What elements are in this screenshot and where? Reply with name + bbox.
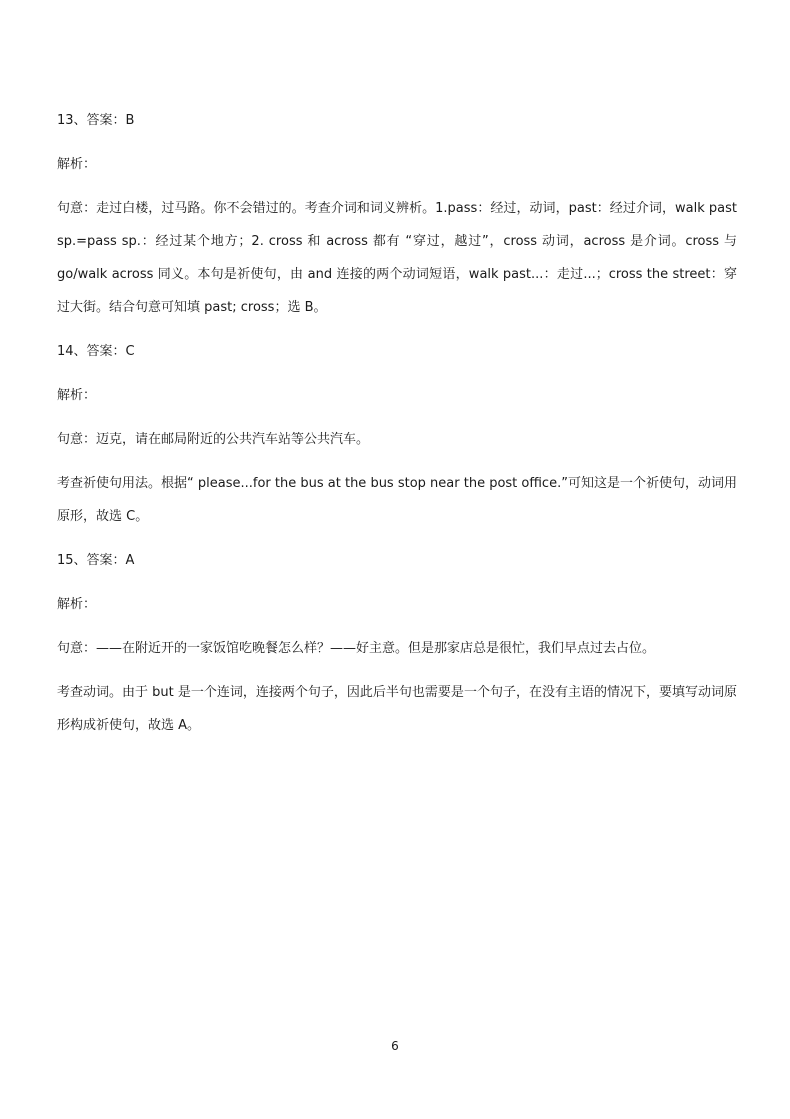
- page-number: 6: [391, 1039, 399, 1053]
- answer-line: 13、答案：B: [57, 113, 135, 128]
- question-block-15: [57, 544, 737, 742]
- analysis-paragraph: 句意：——在附近开的一家饭馆吃晚餐怎么样？——好主意。但是那家店总是很忙，我们早点过去占位。: [57, 641, 656, 656]
- analysis-paragraph: 句意：走过白楼，过马路。你不会错过的。考查介词和词义辨析。1.pass：经过，动词，past：经过介词，walk past sp.=pass sp.：经过某个地方；2. cross 和 across 都有 “穿过，越过”，cross 动词，across 是介词。cross 与 go/walk across 同义。本句是祈使句，由 and 连接的两个动词短语，walk past...：走过...；cross the street：穿过大街。结合句意可知填 past; cross；选 B。: [57, 201, 737, 315]
- page-content: [57, 104, 737, 753]
- answer-line: 14、答案：C: [57, 344, 135, 359]
- analysis-label: 解析：: [57, 157, 97, 172]
- question-block-13: [57, 104, 737, 324]
- answer-line: 15、答案：A: [57, 553, 135, 568]
- question-block-14: [57, 335, 737, 533]
- analysis-label: 解析：: [57, 388, 97, 403]
- analysis-paragraph: 考查祈使句用法。根据“ please...for the bus at the bus stop near the post office.”可知这是一个祈使句，动词用原形，故选 C。: [57, 476, 737, 524]
- analysis-paragraph: 考查动词。由于 but 是一个连词，连接两个句子，因此后半句也需要是一个句子，在没有主语的情况下，要填写动词原形构成祈使句，故选 A。: [57, 685, 737, 733]
- analysis-label: 解析：: [57, 597, 97, 612]
- analysis-paragraph: 句意：迈克，请在邮局附近的公共汽车站等公共汽车。: [57, 432, 370, 447]
